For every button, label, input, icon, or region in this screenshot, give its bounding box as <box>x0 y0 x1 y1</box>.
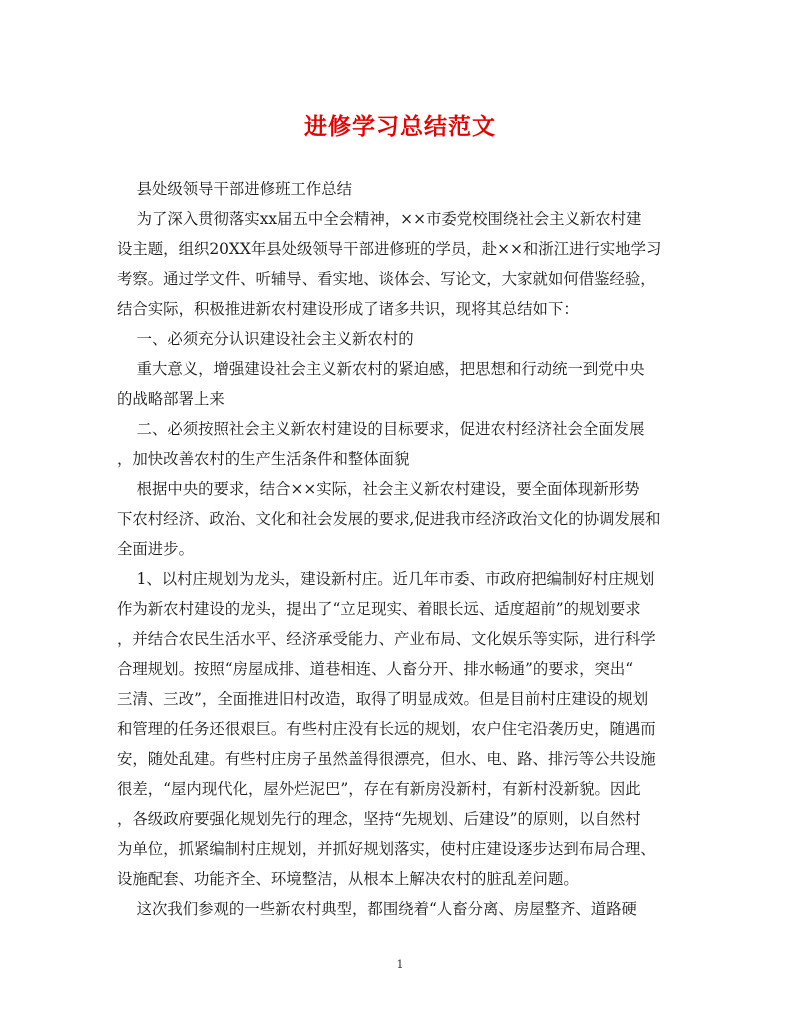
body-line: 1、以村庄规划为龙头，建设新村庄。近几年市委、市政府把编制好村庄规划 <box>117 570 655 588</box>
body-line: 合理规划。按照“房屋成排、道巷相连、人畜分开、排水畅通”的要求，突出“ <box>117 660 634 678</box>
body-line: 考察。通过学文件、听辅导、看实地、谈体会、写论文，大家就如何借鉴经验， <box>117 270 656 288</box>
body-line: 县处级领导干部进修班工作总结 <box>117 180 353 198</box>
body-line: 全面进步。 <box>117 540 194 558</box>
body-line: 设主题，组织20XX年县处级领导干部进修班的学员，赴××和浙江进行实地学习 <box>117 240 662 258</box>
body-line: ，并结合农民生活水平、经济承受能力、产业布局、文化娱乐等实际，进行科学 <box>117 630 656 648</box>
body-line: 和管理的任务还很艰巨。有些村庄没有长远的规划，农户住宅沿袭历史，随遇而 <box>117 720 656 738</box>
body-line: 三清、三改”，全面推进旧村改造，取得了明显成效。但是目前村庄建设的规划 <box>117 690 649 708</box>
document-body <box>117 174 687 924</box>
body-line: ，各级政府要强化规划先行的理念，坚持“先规划、后建设”的原则，以自然村 <box>117 810 641 828</box>
body-line: 下农村经济、政治、文化和社会发展的要求,促进我市经济政治文化的协调发展和 <box>117 510 661 528</box>
body-line: 重大意义，增强建设社会主义新农村的紧迫感，把思想和行动统一到党中央 <box>117 360 645 378</box>
body-line: 设施配套、功能齐全、环境整洁，从根本上解决农村的脏乱差问题。 <box>117 870 579 888</box>
body-line: ，加快改善农村的生产生活条件和整体面貌 <box>117 450 410 468</box>
body-line: 结合实际，积极推进新农村建设形成了诸多共识，现将其总结如下： <box>117 300 579 318</box>
body-line: 为了深入贯彻落实xx届五中全会精神，××市委党校围绕社会主义新农村建 <box>117 210 642 228</box>
body-line: 很差，“屋内现代化，屋外烂泥巴”，存在有新房没新村，有新村没新貌。因此 <box>117 780 641 798</box>
body-line: 安，随处乱建。有些村庄房子虽然盖得很漂亮，但水、电、路、排污等公共设施 <box>117 750 656 768</box>
body-line: 的战略部署上来 <box>117 390 225 408</box>
document-title: 进修学习总结范文 <box>304 113 496 140</box>
body-line: 二、必须按照社会主义新农村建设的目标要求，促进农村经济社会全面发展 <box>117 420 645 438</box>
body-line: 作为新农村建设的龙头，提出了“立足现实、着眼长远、适度超前”的规划要求 <box>117 600 641 618</box>
body-line: 一、必须充分认识建设社会主义新农村的 <box>117 330 414 348</box>
body-line: 这次我们参观的一些新农村典型，都围绕着“人畜分离、房屋整齐、道路硬 <box>117 900 637 918</box>
body-line: 为单位，抓紧编制村庄规划，并抓好规划落实，使村庄建设逐步达到布局合理、 <box>117 840 656 858</box>
body-line: 根据中央的要求，结合××实际，社会主义新农村建设，要全面体现新形势 <box>117 480 640 498</box>
page-number: 1 <box>396 958 404 971</box>
